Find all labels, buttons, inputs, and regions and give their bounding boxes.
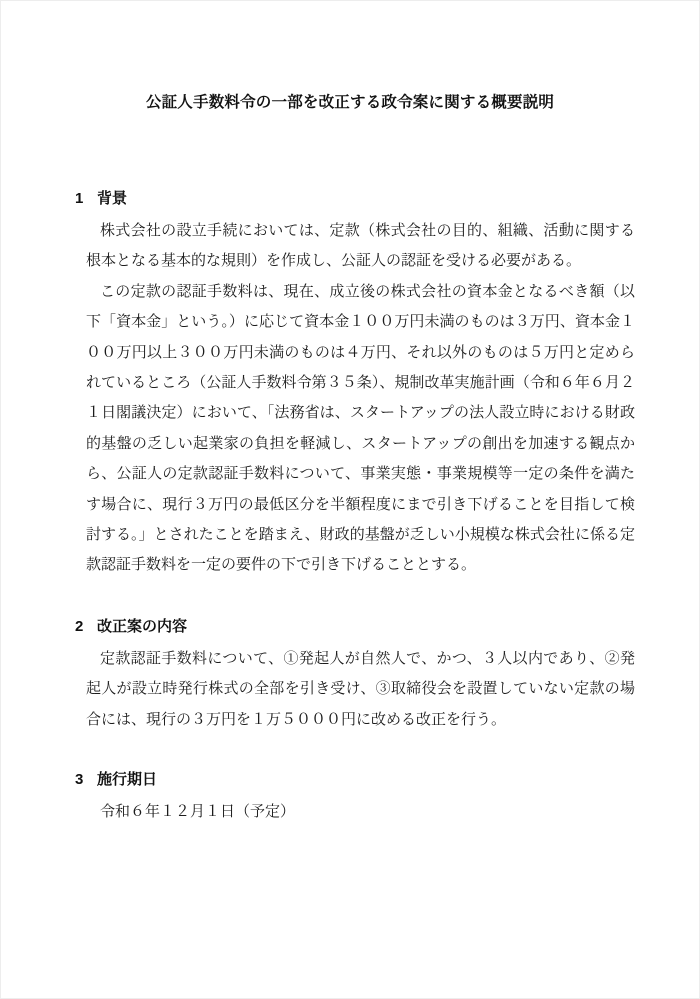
section-body: [86, 216, 635, 581]
section-amendment-content: [75, 616, 635, 735]
section-heading: [75, 188, 635, 210]
section-body: [86, 644, 635, 735]
section-heading-text: 改正案の内容: [97, 618, 188, 635]
section-body: [86, 797, 635, 827]
section-number: 2: [75, 618, 84, 635]
section-heading: [75, 616, 635, 638]
section-heading-text: 施行期日: [97, 771, 158, 788]
paragraph: 定款認証手数料について、①発起人が自然人で、かつ、３人以内であり、②発起人が設立時発行株式の全部を引き受け、③取締役会を設置していない定款の場合には、現行の３万円を１万５０００円に改める改正を行う。: [86, 651, 635, 728]
paragraph: 令和６年１２月１日（予定）: [100, 804, 296, 820]
paragraph: 株式会社の設立手続においては、定款（株式会社の目的、組織、活動に関する根本となる基本的な規則）を作成し、公証人の認証を受ける必要がある。: [86, 223, 635, 270]
section-heading-text: 背景: [97, 190, 128, 207]
document-title: 公証人手数料令の一部を改正する政令案に関する概要説明: [145, 94, 555, 111]
section-effective-date: [75, 769, 635, 827]
section-number: 3: [75, 771, 84, 788]
paragraph: この定款の認証手数料は、現在、成立後の株式会社の資本金となるべき額（以下「資本金」という。）に応じて資本金１００万円未満のものは３万円、資本金１００万円以上３００万円未満のものは４万円、それ以外のものは５万円と定められているところ（公証人手数料令第３５条）、規制改革実施計画（令和６年６月２１日閣議決定）において、「法務省は、スタートアップの法人設立時における財政的基盤の乏しい起業家の負担を軽減し、スタートアップの創出を加速する観点から、公証人の定款認証手数料について、事業実態・事業規模等一定の条件を満たす場合に、現行３万円の最低区分を半額程度にまで引き下げることを目指して検討する。」とされたことを踏まえ、財政的基盤が乏しい小規模な株式会社に係る定款認証手数料を一定の要件の下で引き下げることとする。: [86, 283, 635, 574]
section-background: [75, 188, 635, 581]
section-number: 1: [75, 190, 84, 207]
section-heading: [75, 769, 635, 791]
